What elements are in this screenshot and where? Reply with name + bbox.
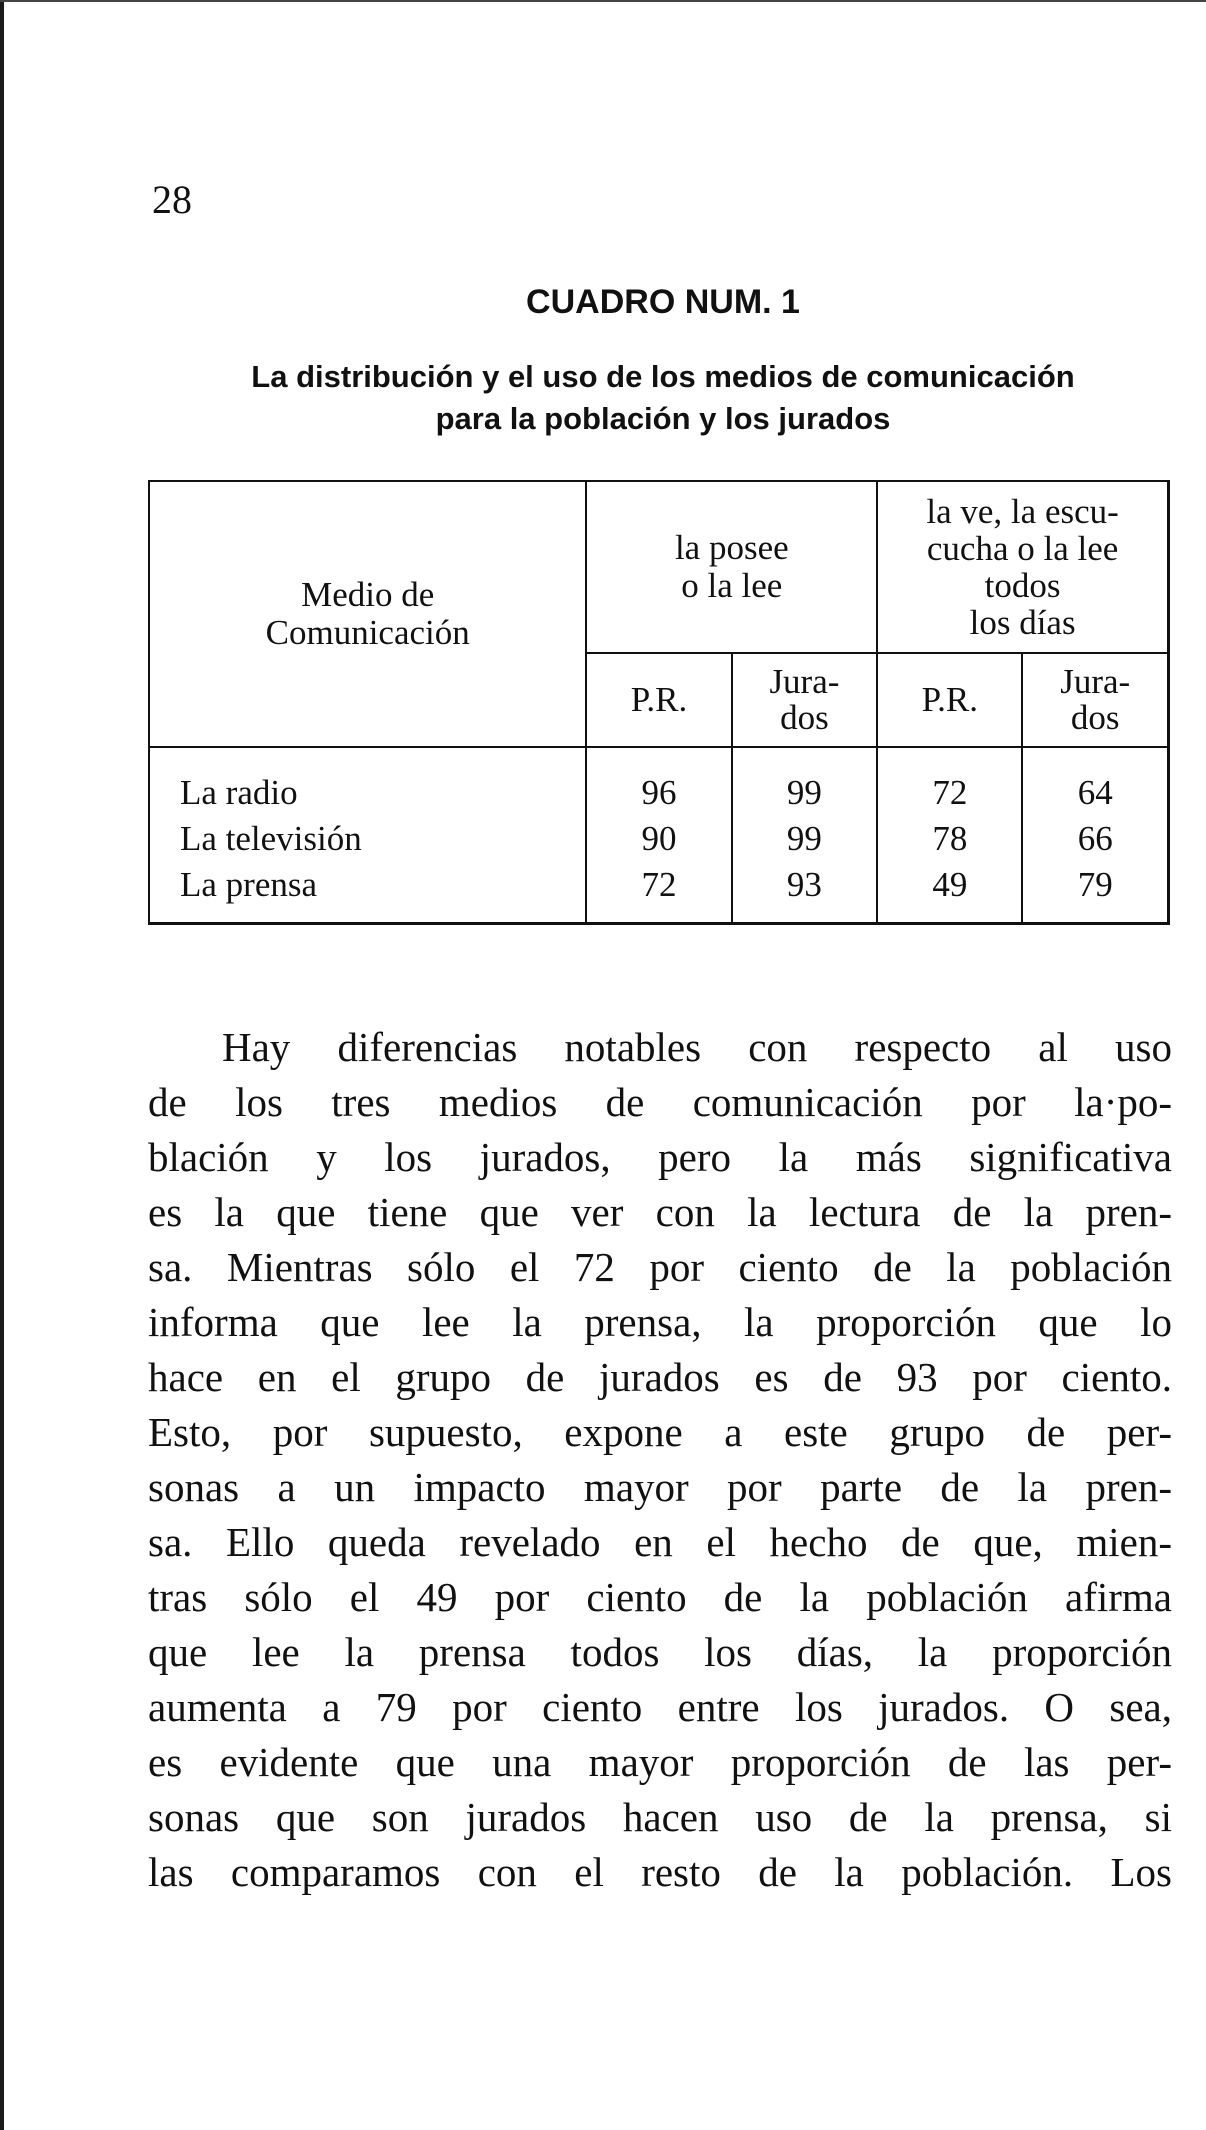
paragraph-line: Esto, por supuesto, expone a este grupo de per-	[148, 1409, 1172, 1455]
cell-television-diario-jurados: 66	[1077, 819, 1113, 858]
paragraph-line: informa que lee la prensa, la proporción que lo	[148, 1299, 1172, 1345]
media-table-wrapper	[148, 480, 1170, 940]
header-jurados-line-2: dos	[780, 698, 829, 737]
header-jurados-line-1: Jura-	[769, 662, 840, 701]
body-paragraph	[148, 1020, 1172, 1900]
table-title-line-2: para la población y los jurados	[435, 401, 891, 436]
table-body-row	[149, 747, 1169, 924]
column-diario-jurados	[1022, 747, 1168, 924]
cell-medio-radio: La radio	[180, 773, 298, 812]
header-posee-line-2: o la lee	[681, 566, 783, 605]
header-diario	[877, 481, 1168, 653]
cell-radio-posee-pr: 96	[641, 773, 677, 812]
header-diario-line-2: cucha o la lee	[926, 529, 1119, 568]
paragraph-line: sa. Mientras sólo el 72 por ciento de la población	[148, 1244, 1172, 1290]
header-diario-pr: P.R.	[877, 653, 1022, 747]
paragraph-line: hace en el grupo de jurados es de 93 por ciento.	[148, 1354, 1172, 1400]
header-diario-line-4: los días	[969, 603, 1076, 642]
page-number: 28	[152, 177, 192, 222]
header-posee-pr: P.R.	[586, 653, 731, 747]
paragraph-line: Hay diferencias notables con respecto al uso	[222, 1024, 1172, 1070]
table-header-row-1	[149, 481, 1169, 653]
column-medio	[149, 747, 586, 924]
header-posee-line-1: la posee	[674, 528, 789, 567]
header-posee-jurados	[732, 653, 878, 747]
table-title	[0, 356, 1206, 440]
paragraph-line: de los tres medios de comunicación por la·po-	[148, 1079, 1172, 1125]
cell-medio-prensa: La prensa	[180, 865, 318, 904]
paragraph-line: blación y los jurados, pero la más significativa	[148, 1134, 1172, 1180]
page-top-edge	[0, 0, 1206, 2]
header-medio-line-2: Comunicación	[265, 613, 470, 652]
cell-prensa-diario-jurados: 79	[1077, 865, 1113, 904]
cell-television-posee-pr: 90	[641, 819, 677, 858]
paragraph-line: las comparamos con el resto de la población. Los	[148, 1849, 1172, 1895]
column-posee-pr	[586, 747, 731, 924]
header-jurados-line-1: Jura-	[1060, 662, 1131, 701]
cell-television-diario-pr: 78	[932, 819, 968, 858]
cell-radio-diario-pr: 72	[932, 773, 968, 812]
header-medio	[149, 481, 586, 747]
header-diario-line-3: todos	[984, 566, 1061, 605]
media-distribution-table	[148, 480, 1170, 925]
table-title-line-1: La distribución y el uso de los medios de comunicación	[251, 359, 1075, 394]
cell-prensa-diario-pr: 49	[932, 865, 968, 904]
cell-prensa-posee-pr: 72	[641, 865, 677, 904]
column-diario-pr	[877, 747, 1022, 924]
cell-radio-diario-jurados: 64	[1077, 773, 1113, 812]
cell-prensa-posee-jurados: 93	[786, 865, 822, 904]
header-jurados-line-2: dos	[1070, 698, 1120, 737]
cell-radio-posee-jurados: 99	[786, 773, 822, 812]
column-posee-jurados	[732, 747, 878, 924]
header-diario-jurados	[1022, 653, 1168, 747]
paragraph-line: que lee la prensa todos los días, la proporción	[148, 1629, 1172, 1675]
header-diario-line-1: la ve, la escu-	[926, 492, 1119, 531]
cell-medio-television: La televisión	[180, 819, 362, 858]
paragraph-line: es evidente que una mayor proporción de las per-	[148, 1739, 1172, 1785]
paragraph-line: tras sólo el 49 por ciento de la población afirma	[148, 1574, 1172, 1620]
paragraph-line: sa. Ello queda revelado en el hecho de que, mien-	[148, 1519, 1172, 1565]
header-medio-line-1: Medio de	[301, 575, 435, 614]
paragraph-line: es la que tiene que ver con la lectura de la pren-	[148, 1189, 1172, 1235]
paragraph-line: sonas que son jurados hacen uso de la prensa, si	[148, 1794, 1172, 1840]
paragraph-line: aumenta a 79 por ciento entre los jurados. O sea,	[148, 1684, 1172, 1730]
paragraph-line: sonas a un impacto mayor por parte de la pren-	[148, 1464, 1172, 1510]
cell-television-posee-jurados: 99	[786, 819, 822, 858]
table-label: CUADRO NUM. 1	[526, 283, 800, 321]
header-posee	[586, 481, 877, 653]
